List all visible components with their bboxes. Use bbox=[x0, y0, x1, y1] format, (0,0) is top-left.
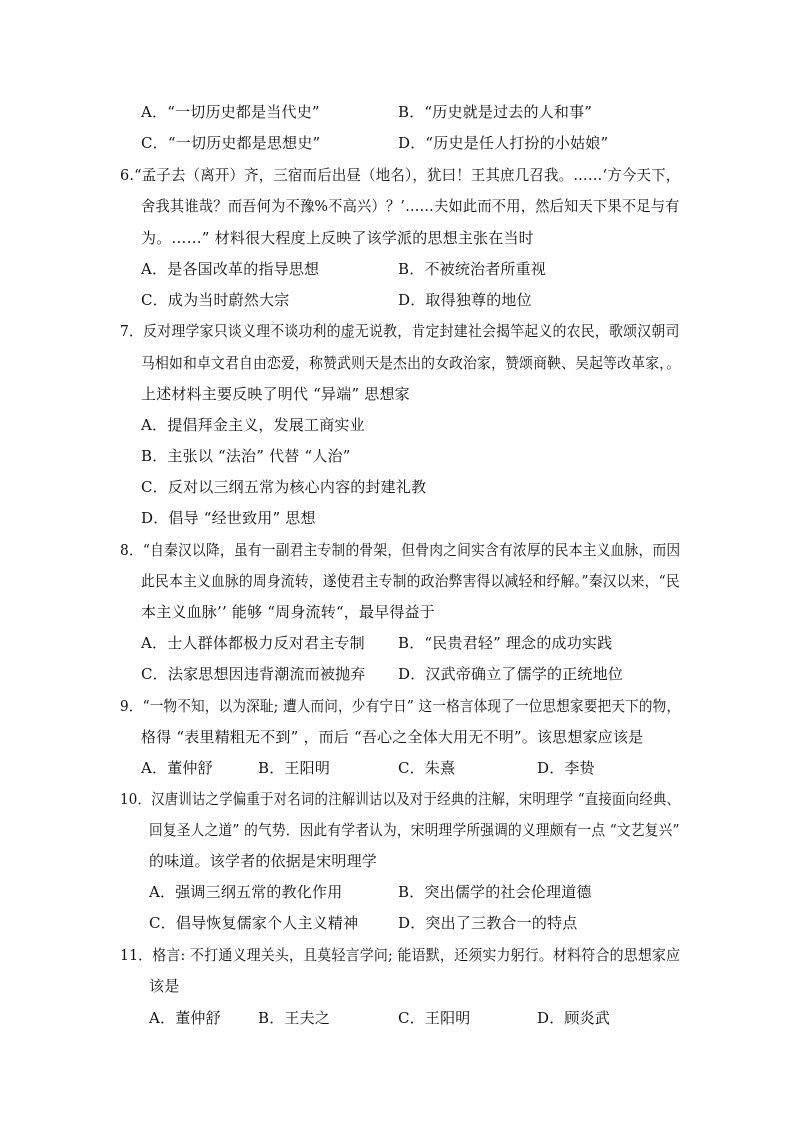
q5-option-b: B．“历史就是过去的人和事” bbox=[398, 103, 593, 121]
q9-option-d: D．李贽 bbox=[537, 759, 595, 777]
q10-stem-line-1: 10．汉唐训诂之学偏重于对名词的注解训诂以及对于经典的注解，宋明理学 “直接面向经典、 bbox=[120, 790, 681, 808]
q11-option-b: B．王夫之 bbox=[258, 1009, 331, 1027]
q6-option-a: A．是各国改革的指导思想 bbox=[141, 260, 320, 278]
q6-option-d: D．取得独尊的地位 bbox=[398, 291, 532, 309]
q10-option-c: C．倡导恢复儒家个人主义精神 bbox=[149, 914, 359, 932]
q6-stem-line-1: 6.“孟子去（离开）齐，三宿而后出昼（地名），犹曰！王其庶几召我。……‘方今天下， bbox=[120, 166, 681, 184]
q7-option-b: B．主张以 “法治” 代替 “人治” bbox=[141, 447, 351, 465]
q11-stem-line-1: 11．格言: 不打通义理关头，且莫轻言学问; 能语默，还须实力躬行。材料符合的思想家应 bbox=[120, 946, 681, 964]
q9-option-a: A．董仲舒 bbox=[141, 759, 213, 777]
q6-stem-line-3: 为。……” 材料很大程度上反映了该学派的思想主张在当时 bbox=[141, 229, 534, 247]
q8-stem-line-2: 此民本主义血脉的周身流转，遂使君主专制的政治弊害得以减轻和纾解。”秦汉以来，“民 bbox=[141, 572, 680, 590]
q11-option-a: A．董仲舒 bbox=[149, 1009, 221, 1027]
q11-stem-line-2: 该是 bbox=[149, 977, 180, 995]
q7-stem-line-3: 上述材料主要反映了明代 “异端” 思想家 bbox=[141, 385, 410, 403]
q8-option-c: C．法家思想因违背潮流而被抛弃 bbox=[141, 665, 366, 683]
q8-option-b: B．“民贵君轻” 理念的成功实践 bbox=[398, 634, 613, 652]
q10-option-d: D．突出了三教合一的特点 bbox=[398, 914, 578, 932]
q9-stem-line-1: 9．“一物不知，以为深耻; 遭人而问，少有宁日” 这一格言体现了一位思想家要把天下的物， bbox=[120, 697, 681, 715]
q9-stem-line-2: 格得 “表里精粗无不到” ，而后 “吾心之全体大用无不明”。该思想家应该是 bbox=[141, 728, 644, 746]
q7-option-a: A．提倡拜金主义，发展工商实业 bbox=[141, 416, 365, 434]
q11-option-c: C．王阳明 bbox=[398, 1009, 471, 1027]
q8-stem-line-3: 本主义血脉’’ 能够 “周身流转“，最早得益于 bbox=[141, 603, 436, 621]
q9-option-c: C．朱熹 bbox=[398, 759, 456, 777]
q8-stem-line-1: 8．“自秦汉以降，虽有一副君主专制的骨架，但骨肉之间实含有浓厚的民本主义血脉，而因 bbox=[120, 541, 681, 559]
q7-option-c: C．反对以三纲五常为核心内容的封建礼教 bbox=[141, 478, 427, 496]
q5-option-c: C．“一切历史都是思想史” bbox=[141, 134, 321, 152]
q6-stem-line-2: 舍我其谁哉？而吾何为不豫%不高兴）？’……夫如此而不用，然后知天下果不足与有 bbox=[141, 197, 680, 215]
q7-stem-line-2: 马相如和卓文君自由恋爱，称赞武则天是杰出的女政治家，赞颂商鞅、吴起等改革家，。 bbox=[141, 354, 681, 372]
q8-option-a: A．士人群体都极力反对君主专制 bbox=[141, 634, 365, 652]
q7-stem-line-1: 7．反对理学家只谈义理不谈功利的虚无说教，肯定封建社会揭竿起义的农民，歌颂汉朝司 bbox=[120, 322, 680, 340]
q10-option-b: B．突出儒学的社会伦理道德 bbox=[398, 883, 592, 901]
q5-option-d: D．“历史是任人打扮的小姑娘” bbox=[398, 134, 609, 152]
q8-option-d: D．汉武帝确立了儒学的正统地位 bbox=[398, 665, 624, 683]
q5-option-a: A．“一切历史都是当代史” bbox=[141, 103, 320, 121]
q6-option-b: B．不被统治者所重视 bbox=[398, 260, 547, 278]
q10-option-a: A．强调三纲五常的教化作用 bbox=[149, 883, 343, 901]
q7-option-d: D．倡导 “经世致用” 思想 bbox=[141, 509, 316, 527]
q9-option-b: B．王阳明 bbox=[258, 759, 331, 777]
q10-stem-line-3: 的味道。该学者的依据是宋明理学 bbox=[149, 852, 378, 870]
q6-option-c: C．成为当时蔚然大宗 bbox=[141, 291, 290, 309]
q11-option-d: D．顾炎武 bbox=[537, 1009, 611, 1027]
q10-stem-line-2: 回复圣人之道” 的气势．因此有学者认为，宋明理学所强调的义理颇有一点 “文艺复兴” bbox=[149, 821, 680, 839]
